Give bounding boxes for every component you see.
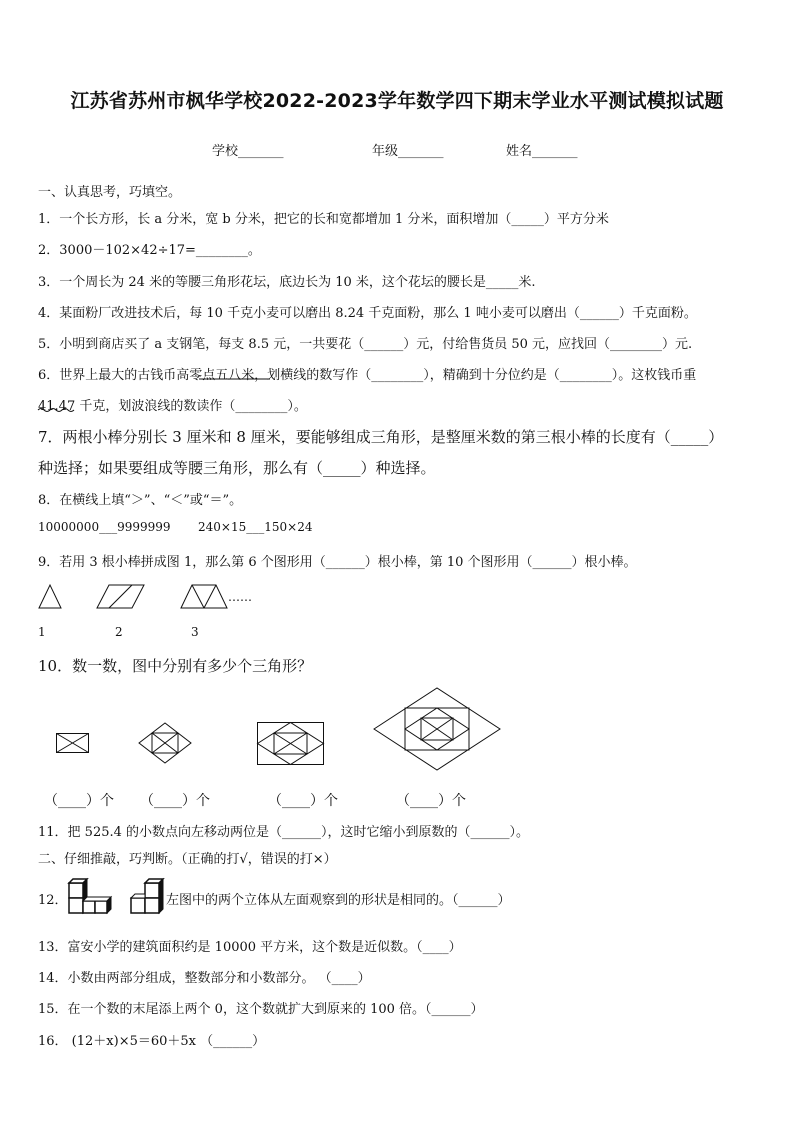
question-1: 1．一个长方形，长 a 分米，宽 b 分米，把它的长和宽都增加 1 分米，面积增加（_____）平方分米 [38, 212, 609, 227]
q10-figure-2 [138, 722, 192, 764]
question-8-item-b: 240×15___150×24 [198, 520, 313, 534]
question-3: 3．一个周长为 24 米的等腰三角形花坛，底边长为 10 米，这个花坛的腰长是_____米. [38, 275, 536, 290]
q9-figure-3 [180, 584, 230, 610]
school-field: 学校_______ [212, 144, 284, 159]
page-title: 江苏省苏州市枫华学校2022-2023学年数学四下期末学业水平测试模拟试题 [70, 90, 724, 112]
q12-cube-figure-left [68, 878, 112, 916]
question-12-text: 左图中的两个立体从左面观察到的形状是相同的。（______） [166, 893, 511, 908]
question-9: 9．若用 3 根小棒拼成图 1，那么第 6 个图形用（______）根小棒，第 10 个图形用（______）根小棒。 [38, 555, 637, 570]
question-6-line-2: 41.47 千克，划波浪线的数读作（________）。 [38, 399, 307, 414]
question-13: 13．富安小学的建筑面积约是 10000 平方米，这个数是近似数。（____） [38, 940, 462, 955]
question-8: 8．在横线上填“＞”、“＜”或“＝”。 [38, 493, 243, 508]
q12-cube-figure-right [130, 878, 166, 916]
section-2-heading: 二、仔细推敲，巧判断。（正确的打√，错误的打×） [38, 852, 337, 867]
q10-figure-1 [56, 733, 90, 755]
question-6-line-1: 6．世界上最大的古钱币高零点五八米，划横线的数写作（________），精确到十分位约是（________）。这枚钱币重 [38, 368, 697, 383]
question-11: 11．把 525.4 的小数点向左移动两位是（______），这时它缩小到原数的（______）。 [38, 825, 530, 840]
q10-answer-2: （____）个 [140, 793, 210, 809]
name-field: 姓名_______ [506, 144, 578, 159]
question-7-line-2: 种选择；如果要组成等腰三角形，那么有（_____）种选择。 [38, 459, 436, 477]
q9-label-1: 1 [38, 625, 46, 639]
q10-answer-1: （____）个 [44, 793, 114, 809]
question-7-line-1: 7．两根小棒分别长 3 厘米和 8 厘米，要能够组成三角形，是整厘米数的第三根小棒的长度有（_____） [38, 428, 724, 446]
q9-label-3: 3 [191, 625, 199, 639]
question-12-number: 12． [38, 893, 68, 908]
question-10: 10．数一数，图中分别有多少个三角形？ [38, 657, 313, 675]
section-1-heading: 一、认真思考，巧填空。 [38, 185, 182, 200]
q9-figure-2 [96, 584, 146, 610]
q10-answer-3: （____）个 [268, 793, 338, 809]
q9-figure-1 [38, 584, 64, 610]
grade-field: 年级_______ [372, 144, 444, 159]
q10-figure-3 [257, 722, 325, 766]
question-5: 5．小明到商店买了 a 支钢笔，每支 8.5 元，一共要花（______）元，付给售货员 50 元，应找回（________）元. [38, 337, 693, 352]
q10-figure-4 [373, 687, 501, 771]
question-4: 4．某面粉厂改进技术后，每 10 千克小麦可以磨出 8.24 千克面粉，那么 1 吨小麦可以磨出（______）千克面粉。 [38, 306, 697, 321]
question-14: 14．小数由两部分组成，整数部分和小数部分。 （____） [38, 971, 371, 986]
q9-label-2: 2 [115, 625, 123, 639]
question-8-item-a: 10000000___9999999 [38, 520, 171, 534]
question-15: 15．在一个数的末尾添上两个 0，这个数就扩大到原来的 100 倍。（______） [38, 1002, 484, 1017]
q10-answer-4: （____）个 [396, 793, 466, 809]
question-2: 2．3000－102×42÷17=________。 [38, 243, 261, 258]
question-16: 16． (12＋x)×5＝60＋5x （______） [38, 1034, 266, 1049]
q9-ellipsis: …… [228, 590, 252, 604]
